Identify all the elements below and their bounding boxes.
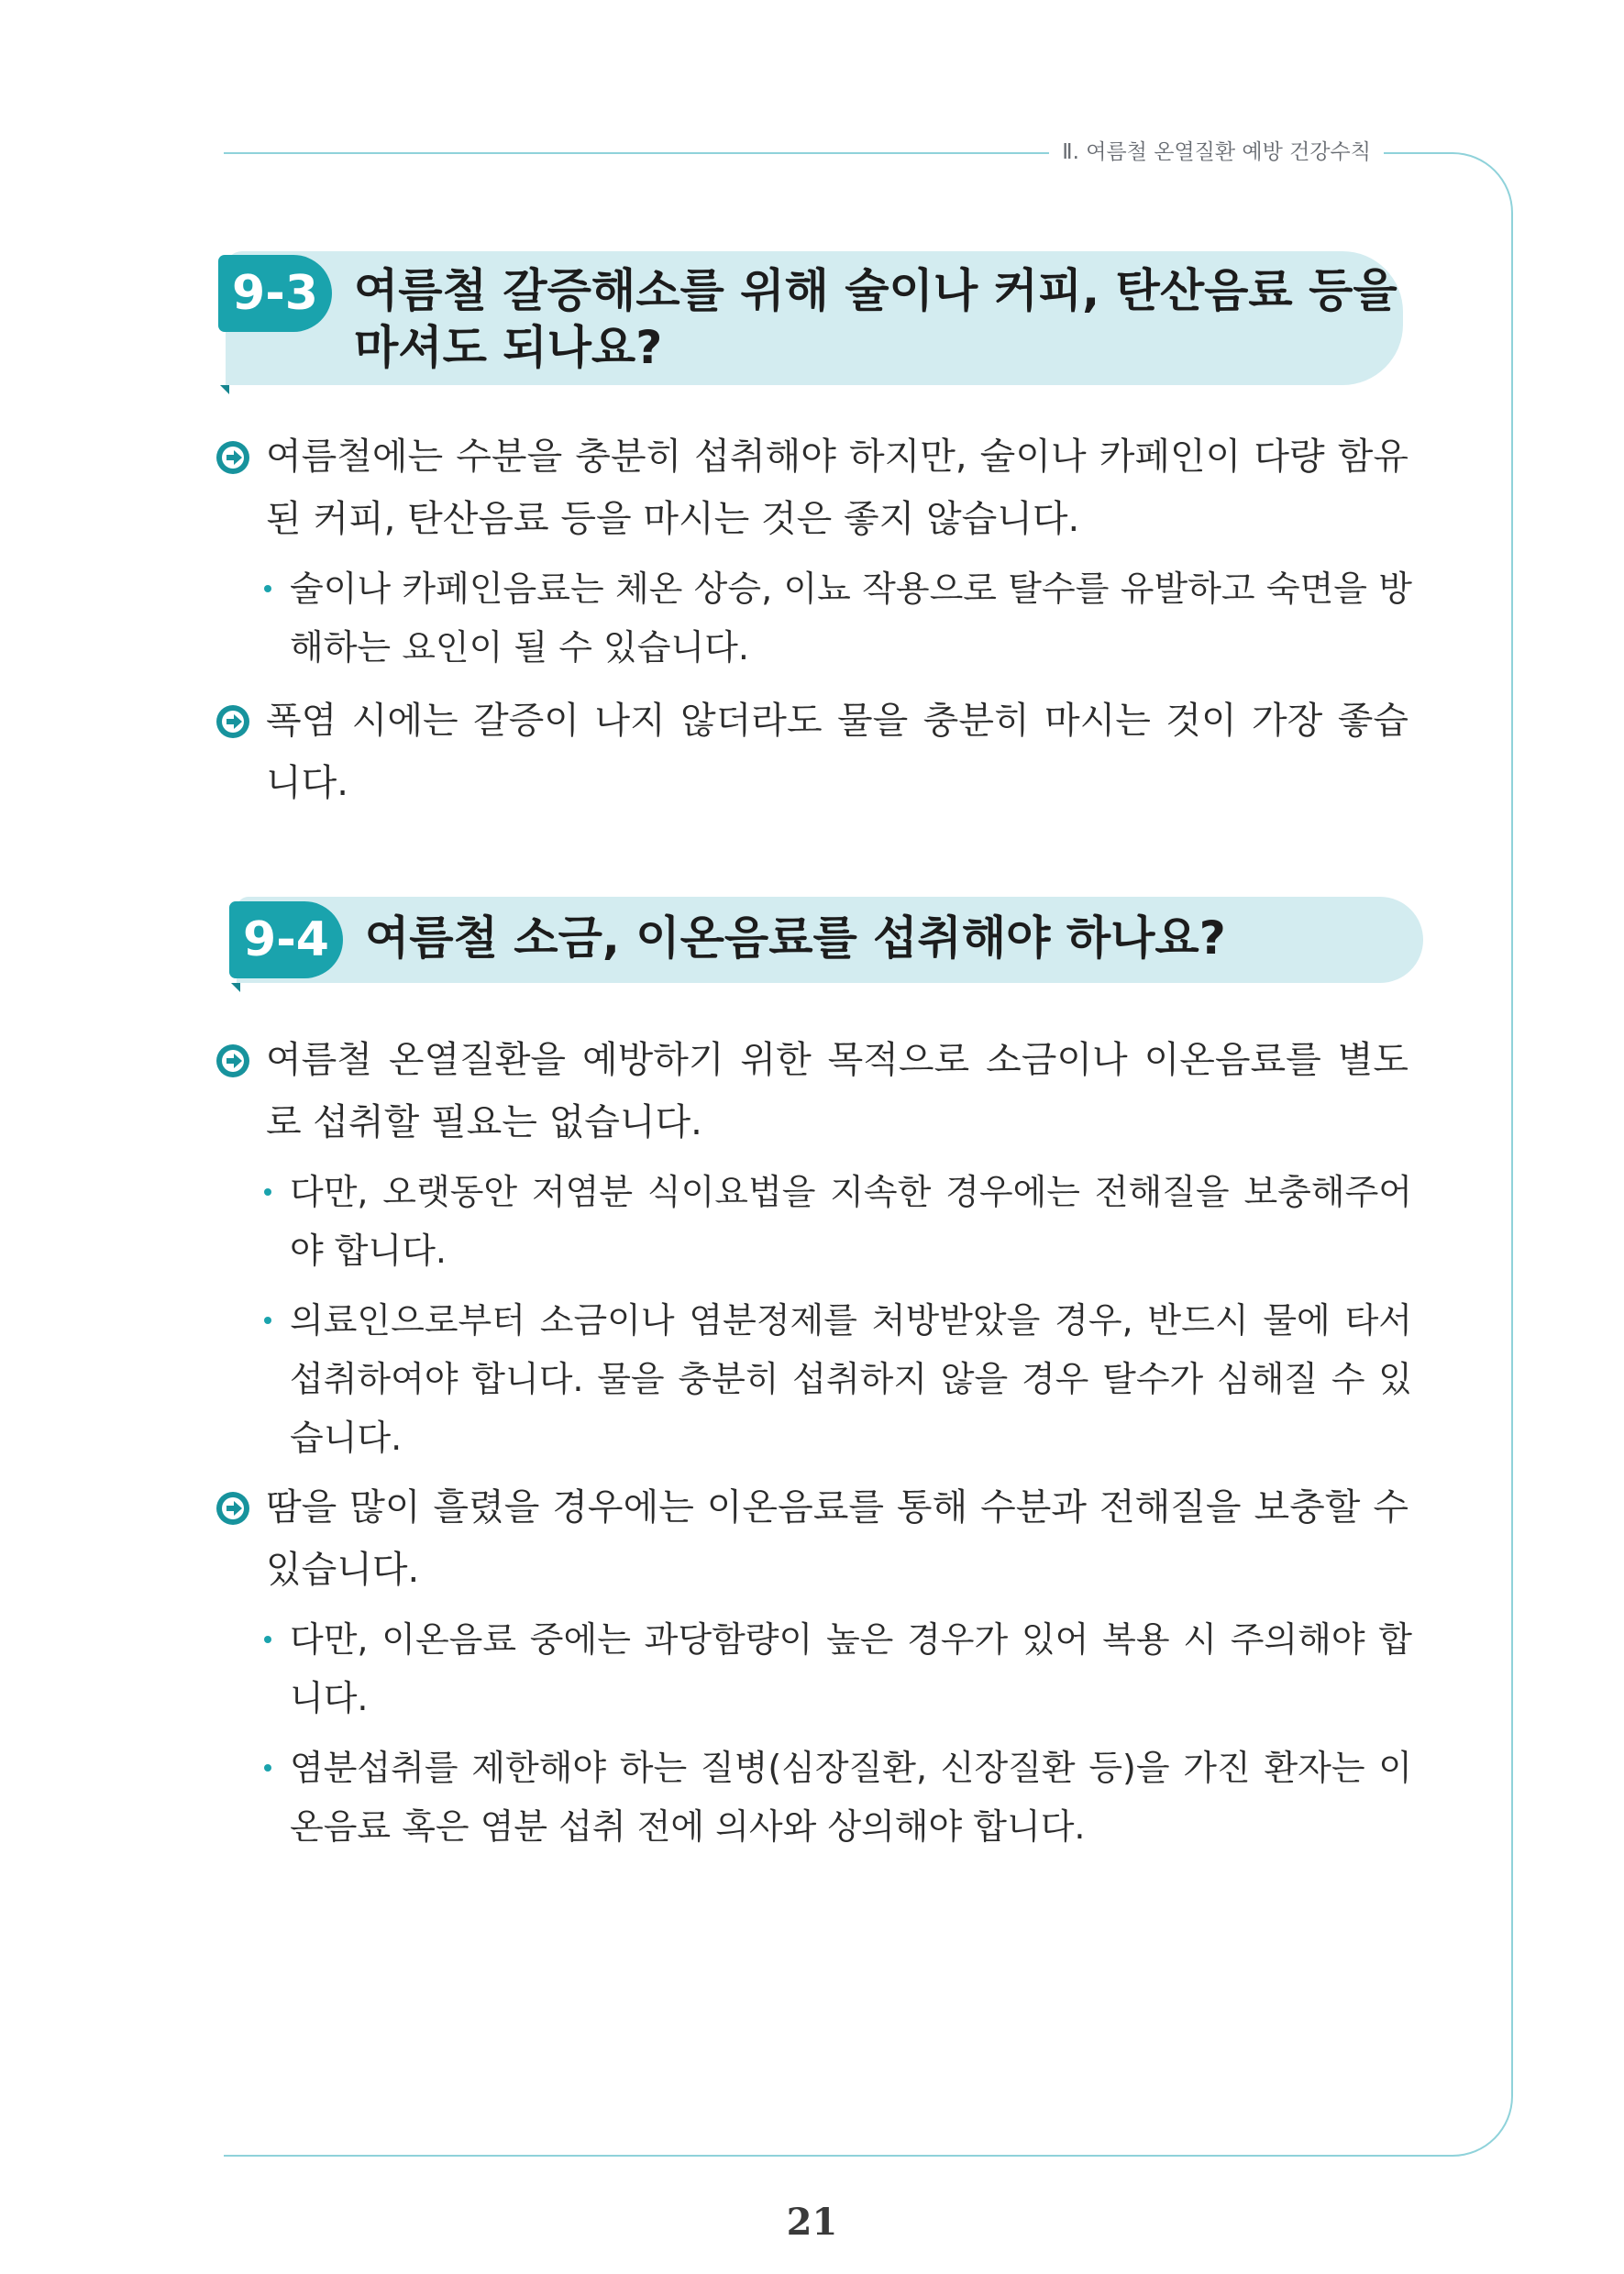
page-number: 21: [786, 2201, 838, 2244]
section-title-line: 여름철 갈증해소를 위해 술이나 커피, 탄산음료 등을: [354, 264, 1398, 317]
bullet-paragraph: [216, 1476, 1409, 1601]
arrow-right-circle-icon: [216, 441, 249, 474]
bullet-paragraph: [216, 690, 1409, 814]
bullet-dot-icon: [264, 1636, 271, 1643]
sub-bullet: [264, 1163, 1412, 1280]
section-title-text: [354, 262, 1398, 376]
paragraph-text: 폭염 시에는 갈증이 나지 않더라도 물을 충분히 마시는 것이 가장 좋습니다.: [266, 700, 1409, 804]
section-title-line: 마셔도 되나요?: [354, 321, 663, 374]
bullet-paragraph: [216, 1029, 1409, 1154]
section-title-text: [365, 910, 1226, 966]
paragraph-text: 여름철 온열질환을 예방하기 위한 목적으로 소금이나 이온음료를 별도로 섭취할 필요는 없습니다.: [266, 1039, 1409, 1143]
sub-bullet-text: 다만, 오랫동안 저염분 식이요법을 지속한 경우에는 전해질을 보충해주어야 합니다.: [290, 1172, 1412, 1271]
section-number-badge: 9-3: [218, 255, 332, 332]
arrow-right-circle-icon: [216, 705, 249, 738]
sub-bullet: [264, 1610, 1412, 1728]
section-title-9-4: [237, 897, 1423, 983]
bullet-dot-icon: [264, 1317, 271, 1324]
paragraph-text: 땀을 많이 흘렸을 경우에는 이온음료를 통해 수분과 전해질을 보충할 수 있습니다.: [266, 1486, 1409, 1591]
section-title-line: 여름철 소금, 이온음료를 섭취해야 하나요?: [365, 911, 1226, 965]
chapter-header: Ⅱ. 여름철 온열질환 예방 건강수칙: [1049, 138, 1384, 167]
sub-bullet-text: 술이나 카페인음료는 체온 상승, 이뇨 작용으로 탈수를 유발하고 숙면을 방해하는 요인이 될 수 있습니다.: [290, 568, 1412, 668]
paragraph-text: 여름철에는 수분을 충분히 섭취해야 하지만, 술이나 카페인이 다량 함유된 커피, 탄산음료 등을 마시는 것은 좋지 않습니다.: [266, 436, 1409, 540]
sub-bullet: [264, 1291, 1412, 1467]
sub-bullet: [264, 559, 1412, 677]
sub-bullet: [264, 1739, 1412, 1856]
bullet-paragraph: [216, 425, 1409, 550]
section-number-badge: 9-4: [229, 901, 343, 978]
bullet-dot-icon: [264, 1188, 271, 1196]
bullet-dot-icon: [264, 585, 271, 592]
sub-bullet-text: 다만, 이온음료 중에는 과당함량이 높은 경우가 있어 복용 시 주의해야 합니다.: [290, 1619, 1412, 1718]
bullet-dot-icon: [264, 1764, 271, 1772]
arrow-right-circle-icon: [216, 1492, 249, 1525]
section-title-9-3: [226, 251, 1403, 385]
sub-bullet-text: 의료인으로부터 소금이나 염분정제를 처방받았을 경우, 반드시 물에 타서 섭취하여야 합니다. 물을 충분히 섭취하지 않을 경우 탈수가 심해질 수 있습니다.: [290, 1300, 1412, 1458]
arrow-right-circle-icon: [216, 1044, 249, 1077]
sub-bullet-text: 염분섭취를 제한해야 하는 질병(심장질환, 신장질환 등)을 가진 환자는 이온음료 혹은 염분 섭취 전에 의사와 상의해야 합니다.: [290, 1748, 1412, 1847]
